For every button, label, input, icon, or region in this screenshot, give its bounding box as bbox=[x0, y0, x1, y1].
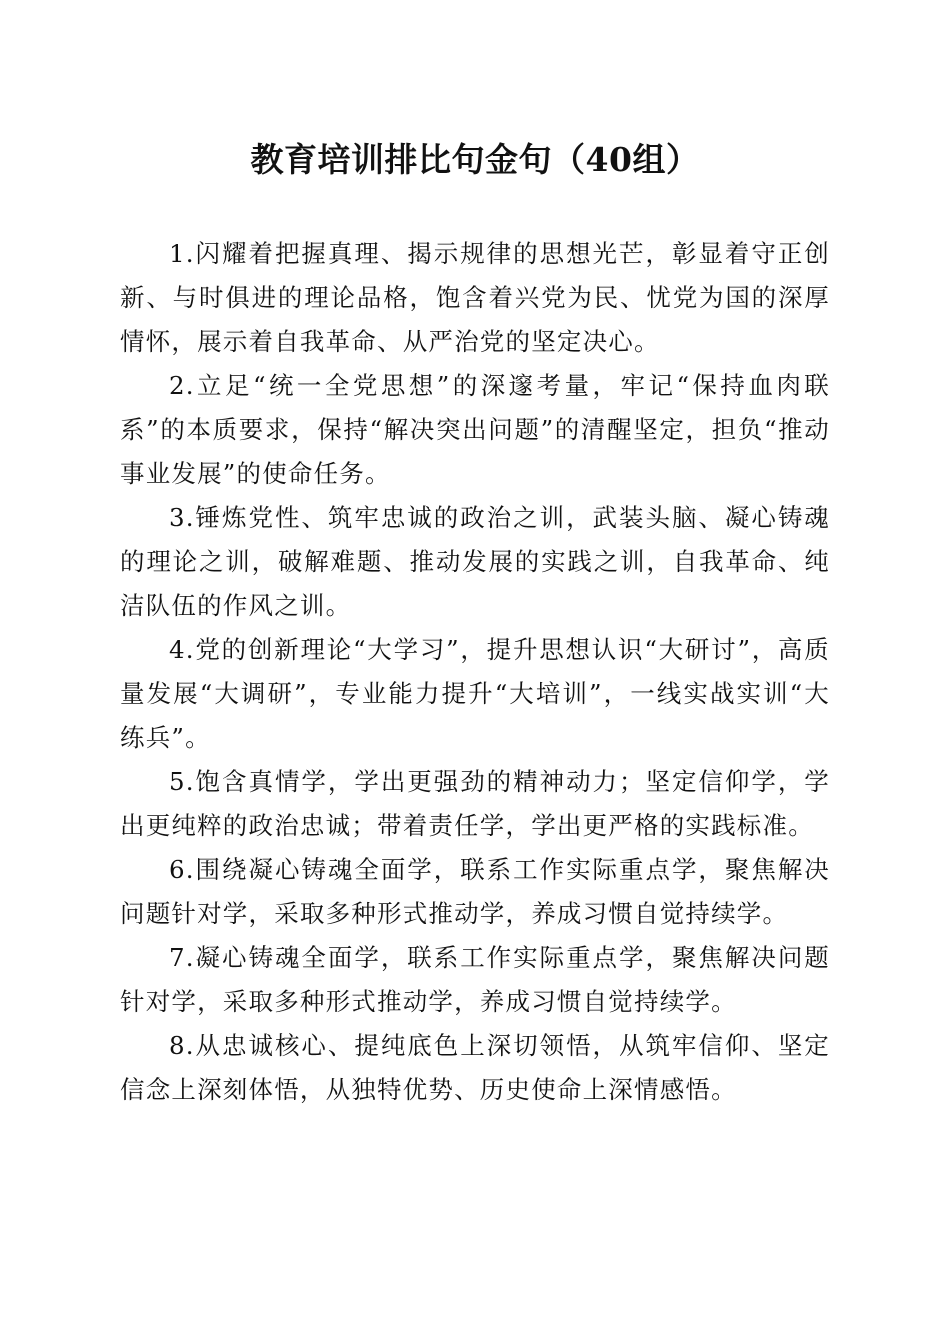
paragraph-7: 7.凝心铸魂全面学，联系工作实际重点学，聚焦解决问题针对学，采取多种形式推动学，养成习惯自觉持续学。 bbox=[120, 943, 830, 1016]
paragraph-8: 8.从忠诚核心、提纯底色上深切领悟，从筑牢信仰、坚定信念上深刻体悟，从独特优势、历史使命上深情感悟。 bbox=[120, 1031, 830, 1104]
document-title: 教育培训排比句金句（40组） bbox=[250, 140, 700, 179]
paragraph-6: 6.围绕凝心铸魂全面学，联系工作实际重点学，聚焦解决问题针对学，采取多种形式推动学，养成习惯自觉持续学。 bbox=[120, 855, 830, 928]
document-body bbox=[120, 232, 830, 1112]
paragraph-2: 2.立足“统一全党思想”的深邃考量，牢记“保持血肉联系”的本质要求，保持“解决突出问题”的清醒坚定，担负“推动事业发展”的使命任务。 bbox=[120, 371, 830, 488]
paragraph-3: 3.锤炼党性、筑牢忠诚的政治之训，武装头脑、凝心铸魂的理论之训，破解难题、推动发展的实践之训，自我革命、纯洁队伍的作风之训。 bbox=[120, 503, 830, 620]
paragraph-1: 1.闪耀着把握真理、揭示规律的思想光芒，彰显着守正创新、与时俱进的理论品格，饱含着兴党为民、忧党为国的深厚情怀，展示着自我革命、从严治党的坚定决心。 bbox=[120, 239, 830, 356]
paragraph-4: 4.党的创新理论“大学习”，提升思想认识“大研讨”，高质量发展“大调研”，专业能力提升“大培训”，一线实战实训“大练兵”。 bbox=[120, 635, 830, 752]
paragraph-5: 5.饱含真情学，学出更强劲的精神动力；坚定信仰学，学出更纯粹的政治忠诚；带着责任学，学出更严格的实践标准。 bbox=[120, 767, 830, 840]
